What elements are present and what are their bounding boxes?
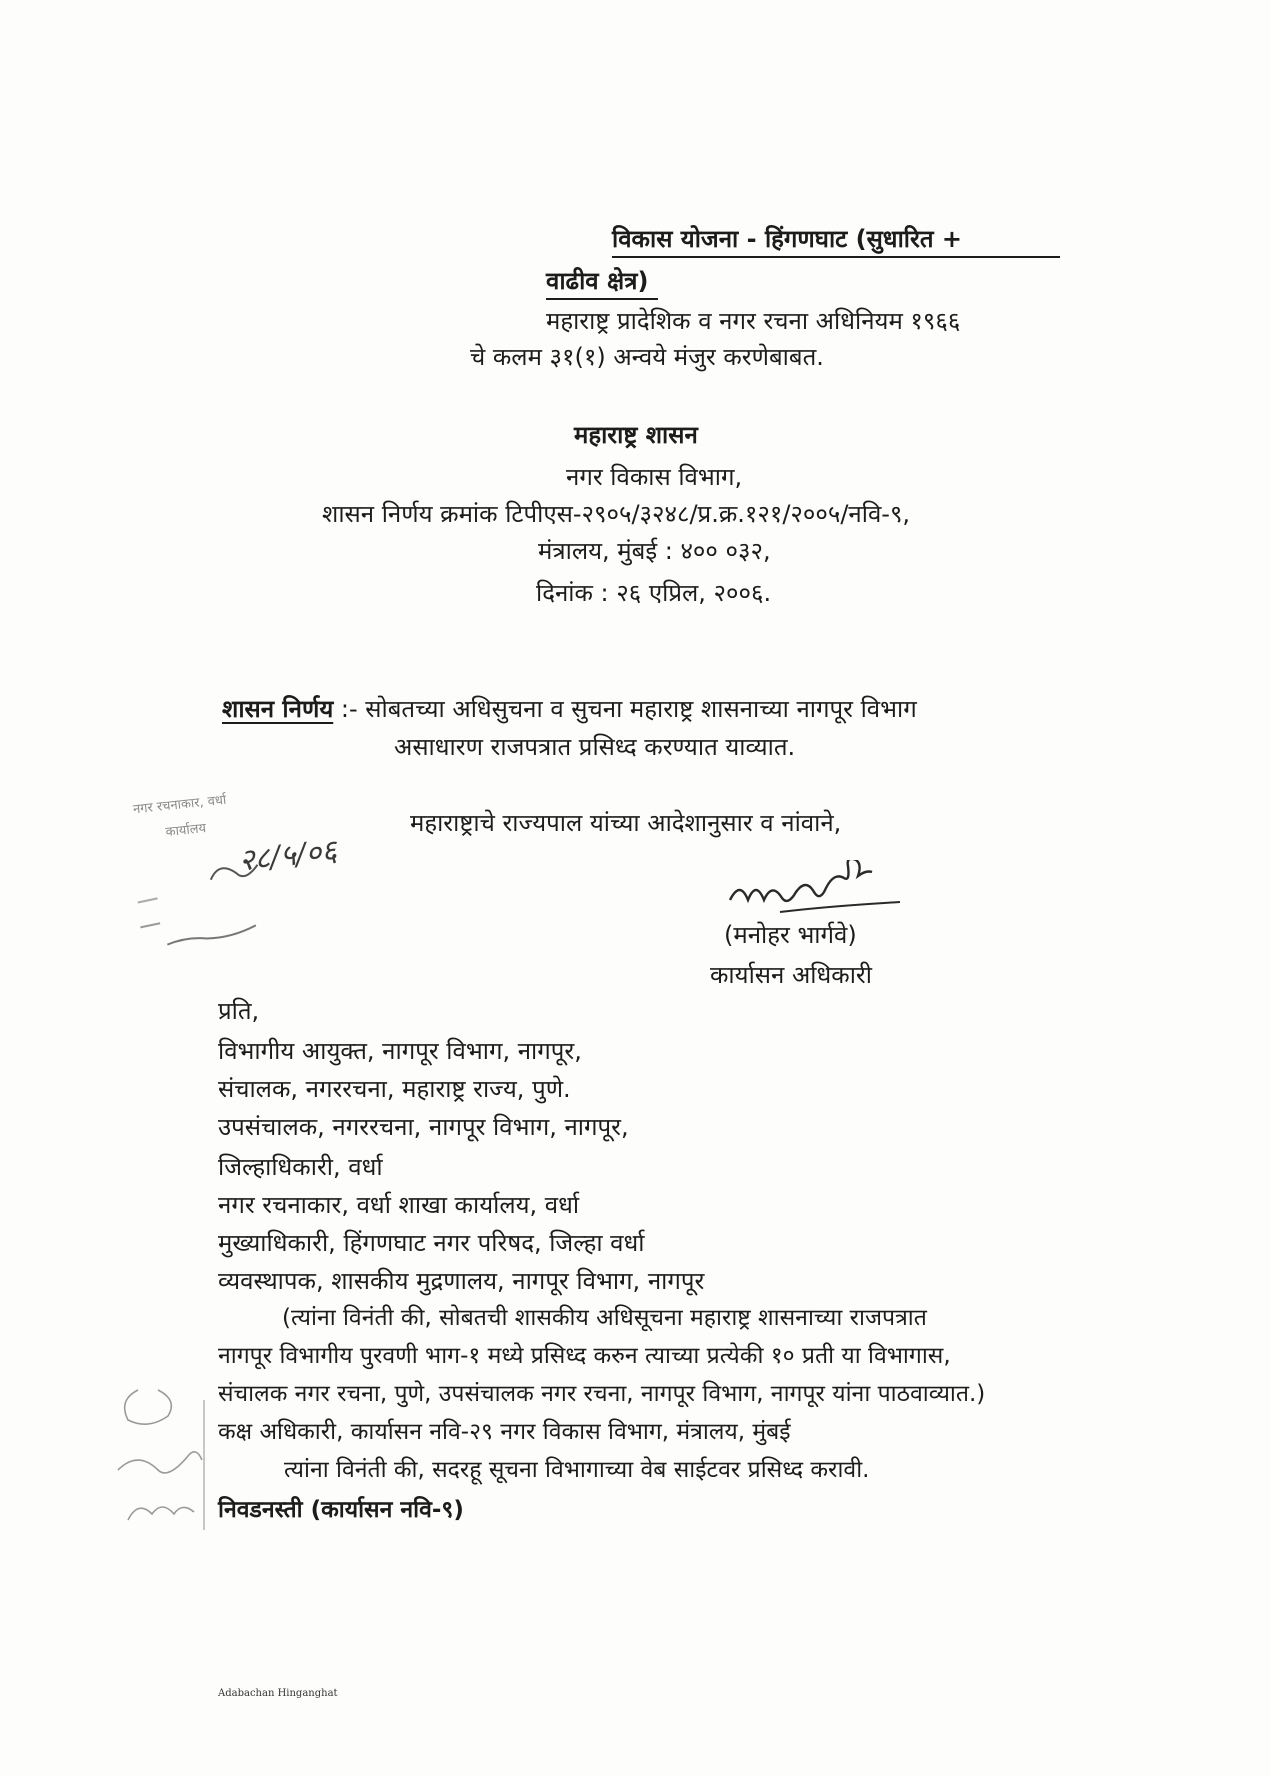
subject-underline-2 <box>546 298 658 300</box>
printing-note-3: संचालक नगर रचना, पुणे, उपसंचालक नगर रचना, नागपूर विभाग, नागपूर यांना पाठवाव्यात.) <box>218 1381 986 1407</box>
stamp-received-date: २८/५/०६ <box>237 833 339 879</box>
received-stamp <box>122 770 408 967</box>
recipient-item: व्यवस्थापक, शासकीय मुद्रणालय, नागपूर विभाग, नागपूर <box>218 1267 705 1295</box>
file-copy: निवडनस्ती (कार्यासन नवि-९) <box>218 1497 464 1523</box>
recipients-heading: प्रति, <box>218 997 260 1025</box>
desk-officer: कक्ष अधिकारी, कार्यासन नवि-२९ नगर विकास विभाग, मंत्रालय, मुंबई <box>218 1419 791 1445</box>
document-date: दिनांक : २६ एप्रिल, २००६. <box>536 579 772 607</box>
subject-line-2: वाढीव क्षेत्र) <box>546 267 649 295</box>
subject-underline-1 <box>612 256 1060 258</box>
ministry-address: मंत्रालय, मुंबई : ४०० ०३२, <box>538 537 771 565</box>
subject-line-1: विकास योजना - हिंगणघाट (सुधारित + <box>612 225 962 253</box>
recipient-item: विभागीय आयुक्त, नागपूर विभाग, नागपूर, <box>218 1037 582 1065</box>
footer-reference: Adabachan Hinganghat <box>218 1688 338 1699</box>
recipient-item: नगर रचनाकार, वर्धा शाखा कार्यालय, वर्धा <box>218 1191 580 1219</box>
department-name: नगर विकास विभाग, <box>566 463 743 491</box>
recipient-item: मुख्याधिकारी, हिंगणघाट नगर परिषद, जिल्हा वर्धा <box>218 1229 645 1257</box>
signature-icon <box>720 860 920 920</box>
stamp-line-1: नगर रचनाकार, वर्धा <box>132 792 228 818</box>
subject-line-3: महाराष्ट्र प्रादेशिक व नगर रचना अधिनियम १९६६ <box>546 307 961 335</box>
recipient-item: संचालक, नगररचना, महाराष्ट्र राज्य, पुणे. <box>218 1075 571 1103</box>
decision-label: शासन निर्णय <box>222 695 334 723</box>
signatory-designation: कार्यासन अधिकारी <box>710 961 872 989</box>
decision-line-1 <box>222 692 917 725</box>
printing-note-1: (त्यांना विनंती की, सोबतची शासकीय अधिसूचना महाराष्ट्र शासनाच्या राजपत्रात <box>282 1305 927 1331</box>
decision-separator: :- <box>340 695 358 723</box>
stamp-handwriting-icon <box>122 770 408 967</box>
signatory-name: (मनोहर भार्गवे) <box>724 921 857 949</box>
gr-number: शासन निर्णय क्रमांक टिपीएस-२९०५/३२४८/प्र.क्र.१२१/२००५/नवि-९, <box>322 500 911 528</box>
government-name: महाराष्ट्र शासन <box>574 421 698 449</box>
recipient-item: जिल्हाधिकारी, वर्धा <box>218 1153 383 1181</box>
margin-initials-icon <box>108 1370 218 1550</box>
decision-line-2: असाधारण राजपत्रात प्रसिध्द करण्यात याव्यात. <box>394 733 796 761</box>
desk-note: त्यांना विनंती की, सदरहू सूचना विभागाच्या वेब साईटवर प्रसिध्द करावी. <box>284 1457 870 1483</box>
decision-text-1: सोबतच्या अधिसुचना व सुचना महाराष्ट्र शासनाच्या नागपूर विभाग <box>365 695 917 723</box>
order-line: महाराष्ट्राचे राज्यपाल यांच्या आदेशानुसार व नांवाने, <box>410 809 842 837</box>
printing-note-2: नागपूर विभागीय पुरवणी भाग-१ मध्ये प्रसिध्द करुन त्याच्या प्रत्येकी १० प्रती या विभागास, <box>218 1343 951 1369</box>
recipient-item: उपसंचालक, नगररचना, नागपूर विभाग, नागपूर, <box>218 1113 629 1141</box>
stamp-line-2: कार्यालय <box>164 820 207 841</box>
subject-line-4: चे कलम ३१(१) अन्वये मंजुर करणेबाबत. <box>470 343 824 371</box>
